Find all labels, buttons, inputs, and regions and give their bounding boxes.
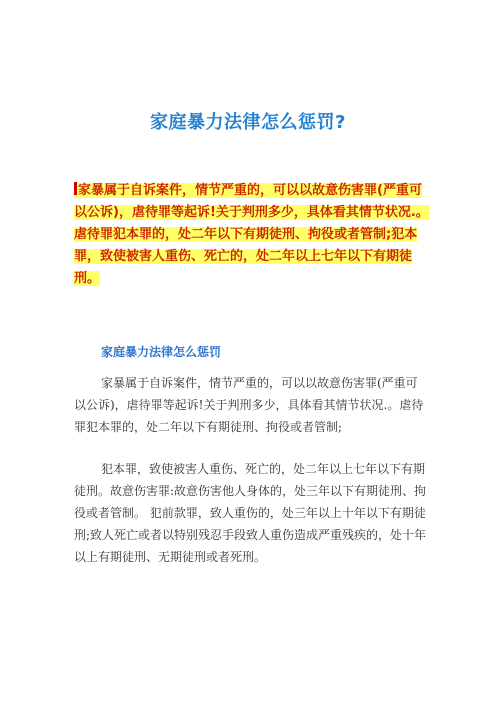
bullet-marker-icon [74,182,77,195]
summary-block [74,180,429,290]
summary-text: 家暴属于自诉案件，情节严重的，可以以故意伤害罪(严重可以公诉)，虐待罪等起诉!关于判刑多少，具体看其情节状况.。虐待罪犯本罪的，处二年以下有期徒刑、拘役或者管制;犯本罪，致使被害人重伤、死亡的，处二年以上七年以下有期徒刑。 [74,183,429,286]
page-title: 家庭暴力法律怎么惩罚? [150,112,346,133]
paragraph-1: 家暴属于自诉案件，情节严重的，可以以故意伤害罪(严重可以公诉)，虐待罪等起诉!关于判刑多少，具体看其情节状况.。虐待罪犯本罪的，处二年以下有期徒刑、拘役或者管制; [74,376,424,434]
section-heading: 家庭暴力法律怎么惩罚 [101,345,222,359]
paragraph-2: 犯本罪，致使被害人重伤、死亡的，处二年以上七年以下有期徒刑。故意伤害罪:故意伤害他人身体的，处三年以下有期徒刑、拘役或者管制。 犯前款罪，致人重伤的，处三年以上十年以下有期徒刑;致人死亡或者以特别残忍手段致人重伤造成严重残疾的，处十年以上有期徒刑、无期徒刑或者死刑。 [74,462,427,564]
summary-highlight [74,183,429,286]
